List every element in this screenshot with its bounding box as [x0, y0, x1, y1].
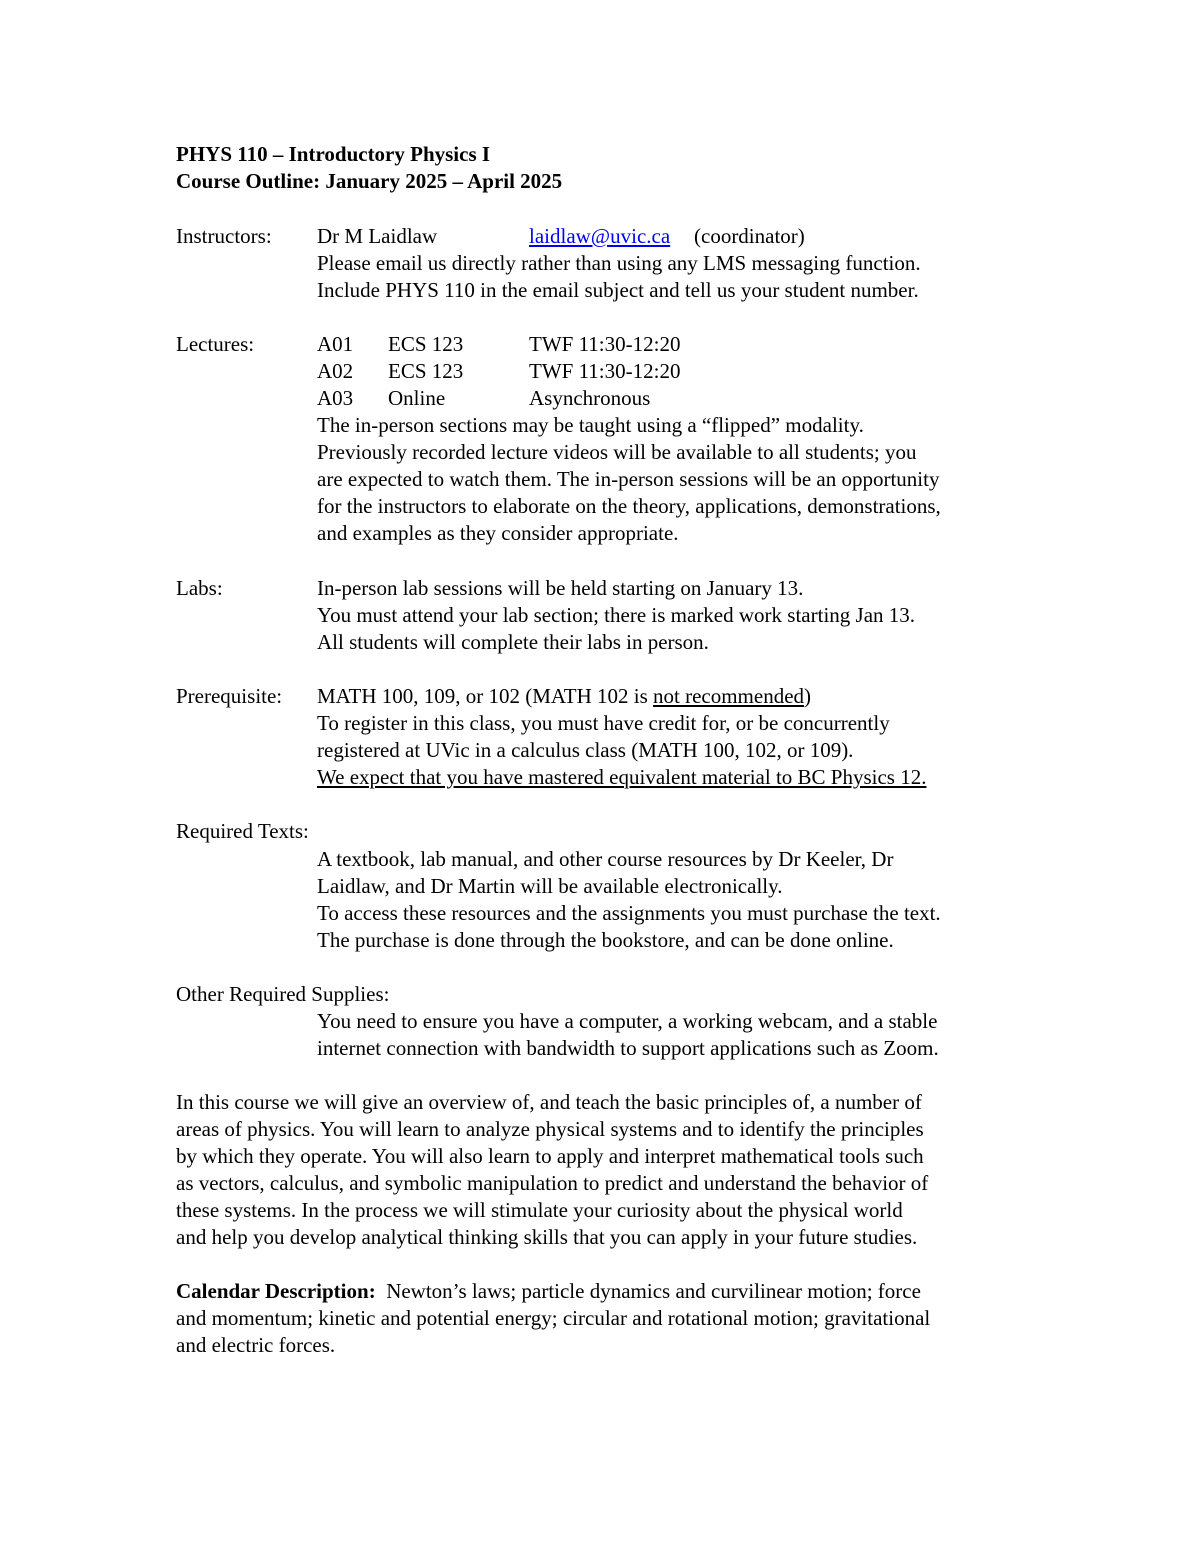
course-outline-dates: Course Outline: January 2025 – April 2025 — [176, 169, 563, 193]
course-title: PHYS 110 – Introductory Physics I — [176, 142, 491, 166]
lecture-section: A03 — [317, 386, 354, 410]
prerequisite-courses — [317, 683, 811, 710]
lecture-time: Asynchronous — [529, 386, 651, 410]
required-texts-label: Required Texts: — [176, 819, 309, 843]
lecture-time: TWF 11:30-12:20 — [529, 332, 681, 356]
required-texts-note: Laidlaw, and Dr Martin will be available electronically. — [317, 874, 783, 898]
labs-note: In-person lab sessions will be held starting on January 13. — [317, 576, 804, 600]
calendar-description-label: Calendar Description: — [176, 1279, 376, 1303]
other-supplies-note: internet connection with bandwidth to support applications such as Zoom. — [317, 1036, 939, 1060]
required-texts-note: To access these resources and the assignments you must purchase the text. — [317, 901, 941, 925]
lecture-time: TWF 11:30-12:20 — [529, 359, 681, 383]
other-supplies-note: You need to ensure you have a computer, a working webcam, and a stable — [317, 1009, 938, 1033]
required-texts-note: The purchase is done through the bookstore, and can be done online. — [317, 928, 894, 952]
required-texts-note: A textbook, lab manual, and other course resources by Dr Keeler, Dr — [317, 847, 894, 871]
lectures-label: Lectures: — [176, 332, 255, 356]
lectures-note: Previously recorded lecture videos will be available to all students; you — [317, 440, 917, 464]
instructor-email-link[interactable]: laidlaw@uvic.ca — [529, 224, 671, 248]
calendar-description-line: and electric forces. — [176, 1333, 336, 1357]
prerequisite-courses-text: MATH 100, 109, or 102 (MATH 102 is — [317, 684, 653, 708]
lectures-note: for the instructors to elaborate on the theory, applications, demonstrations, — [317, 494, 941, 518]
prerequisite-note: To register in this class, you must have credit for, or be concurrently — [317, 711, 890, 735]
lectures-note: and examples as they consider appropriate. — [317, 521, 679, 545]
instructor-role: (coordinator) — [694, 224, 805, 248]
prerequisite-close-paren: ) — [804, 684, 812, 708]
not-recommended-note: not recommended — [653, 684, 805, 708]
prerequisite-label: Prerequisite: — [176, 684, 283, 708]
overview-line: areas of physics. You will learn to analyze physical systems and to identify the principles — [176, 1117, 924, 1141]
lectures-note: The in-person sections may be taught using a “flipped” modality. — [317, 413, 864, 437]
labs-note: All students will complete their labs in person. — [317, 630, 709, 654]
lecture-section: A02 — [317, 359, 354, 383]
instructors-label: Instructors: — [176, 224, 272, 248]
overview-line: these systems. In the process we will stimulate your curiosity about the physical world — [176, 1198, 903, 1222]
labs-note: You must attend your lab section; there is marked work starting Jan 13. — [317, 603, 916, 627]
lecture-section: A01 — [317, 332, 354, 356]
lectures-note: are expected to watch them. The in-person sessions will be an opportunity — [317, 467, 940, 491]
calendar-description-text: Newton’s laws; particle dynamics and curvilinear motion; force — [375, 1279, 921, 1303]
calendar-description-line: and momentum; kinetic and potential energy; circular and rotational motion; gravitational — [176, 1306, 931, 1330]
instructors-note: Include PHYS 110 in the email subject and tell us your student number. — [317, 278, 919, 302]
instructor-name: Dr M Laidlaw — [317, 224, 438, 248]
other-supplies-label: Other Required Supplies: — [176, 982, 390, 1006]
instructors-note: Please email us directly rather than using any LMS messaging function. — [317, 251, 921, 275]
labs-label: Labs: — [176, 576, 223, 600]
prerequisite-note: registered at UVic in a calculus class (MATH 100, 102, or 109). — [317, 738, 854, 762]
lecture-room: Online — [388, 386, 446, 410]
overview-line: and help you develop analytical thinking skills that you can apply in your future studies. — [176, 1225, 918, 1249]
lecture-room: ECS 123 — [388, 332, 464, 356]
overview-line: as vectors, calculus, and symbolic manipulation to predict and understand the behavior of — [176, 1171, 929, 1195]
overview-line: In this course we will give an overview of, and teach the basic principles of, a number of — [176, 1090, 922, 1114]
prerequisite-expectation: We expect that you have mastered equivalent material to BC Physics 12. — [317, 765, 927, 789]
calendar-description — [176, 1278, 921, 1305]
lecture-room: ECS 123 — [388, 359, 464, 383]
overview-line: by which they operate. You will also learn to apply and interpret mathematical tools such — [176, 1144, 924, 1168]
